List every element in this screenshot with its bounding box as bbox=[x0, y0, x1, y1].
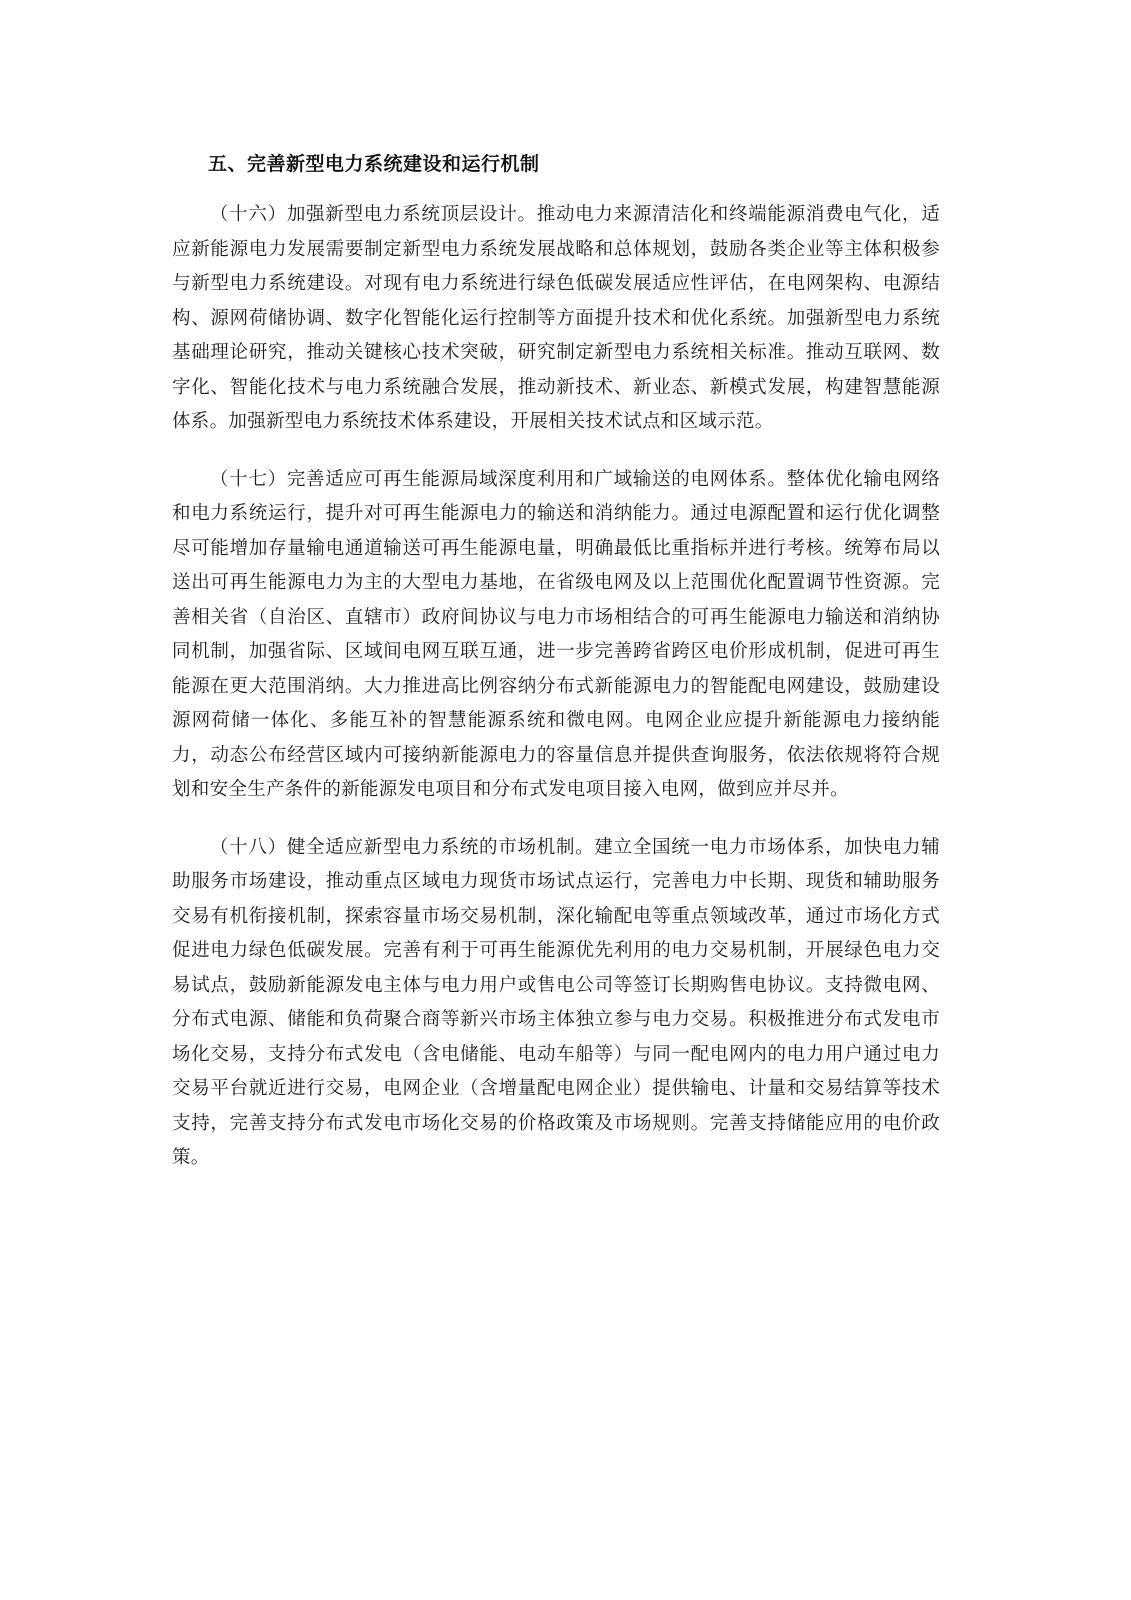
paragraph-18: （十八）健全适应新型电力系统的市场机制。建立全国统一电力市场体系，加快电力辅助服务市场建设，推动重点区域电力现货市场试点运行，完善电力中长期、现货和辅助服务交易有机衔接机制，探索容量市场交易机制，深化输配电等重点领域改革，通过市场化方式促进电力绿色低碳发展。完善有利于可再生能源优先利用的电力交易机制，开展绿色电力交易试点，鼓励新能源发电主体与电力用户或售电公司等签订长期购售电协议。支持微电网、分布式电源、储能和负荷聚合商等新兴市场主体独立参与电力交易。积极推进分布式发电市场化交易，支持分布式发电（含电储能、电动车船等）与同一配电网内的电力用户通过电力交易平台就近进行交易，电网企业（含增量配电网企业）提供输电、计量和交易结算等技术支持，完善支持分布式发电市场化交易的价格政策及市场规则。完善支持储能应用的电价政策。 bbox=[172, 836, 940, 1168]
document-body bbox=[172, 148, 940, 1199]
section-heading: 五、完善新型电力系统建设和运行机制 bbox=[208, 153, 540, 175]
paragraph-17: （十七）完善适应可再生能源局域深度利用和广域输送的电网体系。整体优化输电网络和电力系统运行，提升对可再生能源电力的输送和消纳能力。通过电源配置和运行优化调整尽可能增加存量输电通道输送可再生能源电量，明确最低比重指标并进行考核。统筹布局以送出可再生能源电力为主的大型电力基地，在省级电网及以上范围优化配置调节性资源。完善相关省（自治区、直辖市）政府间协议与电力市场相结合的可再生能源电力输送和消纳协同机制，加强省际、区域间电网互联互通，进一步完善跨省跨区电价形成机制，促进可再生能源在更大范围消纳。大力推进高比例容纳分布式新能源电力的智能配电网建设，鼓励建设源网荷储一体化、多能互补的智慧能源系统和微电网。电网企业应提升新能源电力接纳能力，动态公布经营区域内可接纳新能源电力的容量信息并提供查询服务，依法依规将符合规划和安全生产条件的新能源发电项目和分布式发电项目接入电网，做到应并尽并。 bbox=[172, 468, 940, 800]
paragraph-16: （十六）加强新型电力系统顶层设计。推动电力来源清洁化和终端能源消费电气化，适应新能源电力发展需要制定新型电力系统发展战略和总体规划，鼓励各类企业等主体积极参与新型电力系统建设。对现有电力系统进行绿色低碳发展适应性评估，在电网架构、电源结构、源网荷储协调、数字化智能化运行控制等方面提升技术和优化系统。加强新型电力系统基础理论研究，推动关键核心技术突破，研究制定新型电力系统相关标准。推动互联网、数字化、智能化技术与电力系统融合发展，推动新技术、新业态、新模式发展，构建智慧能源体系。加强新型电力系统技术体系建设，开展相关技术试点和区域示范。 bbox=[172, 204, 940, 432]
